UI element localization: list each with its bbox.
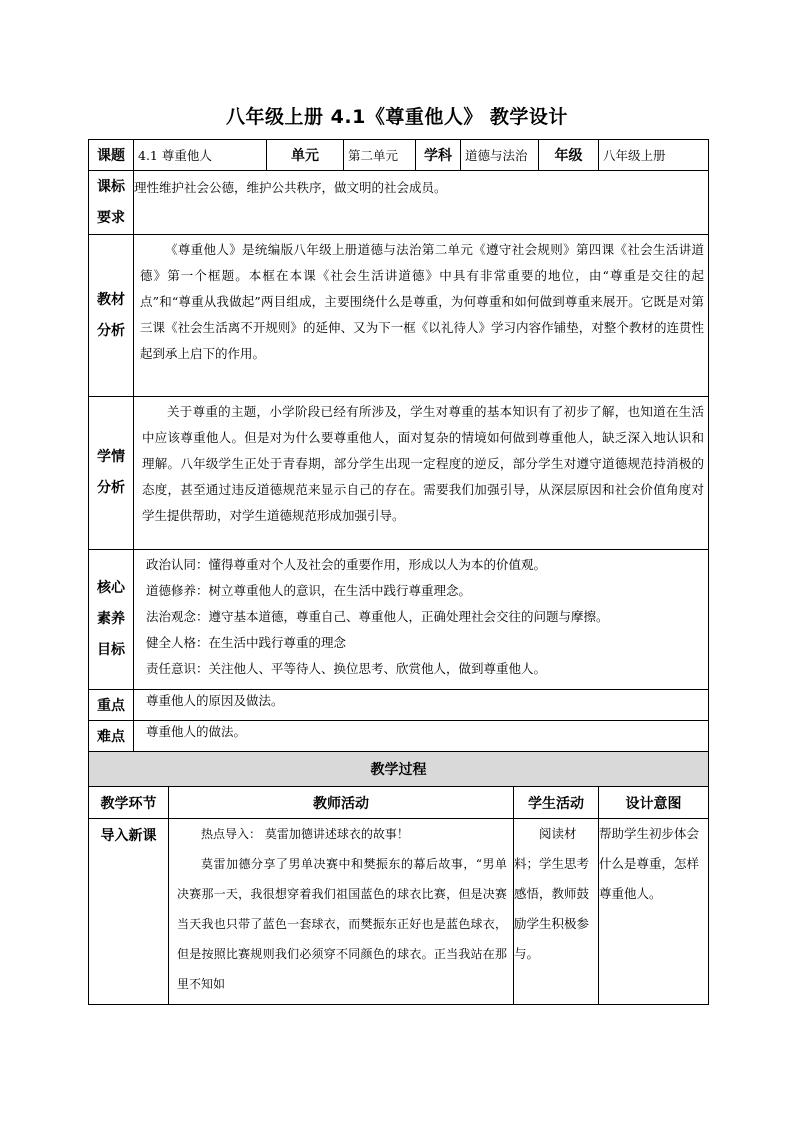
stage-name: 导入新课	[89, 819, 169, 1005]
core-items	[134, 550, 709, 690]
students-text: 关于尊重的主题，小学阶段已经有所涉及，学生对尊重的基本知识有了初步了解，也知道在生活中应该尊重他人。但是对为什么要尊重他人，面对复杂的情境如何做到尊重他人，缺乏深入地认识和理解。八年级学生正处于青春期，部分学生出现一定程度的逆反，部分学生对遵守道德规范持消极的态度，甚至通过违反道德规范来显示自己的存在。需要我们加强引导，从深层原因和社会价值角度对学生提供帮助，对学生道德规范形成加强引导。	[142, 404, 705, 523]
core-label-line1: 核心	[97, 580, 125, 596]
material-text-cell	[134, 235, 709, 397]
student-activity-text: 阅读材料；学生思考感悟，教师鼓励学生积极参与。	[514, 826, 590, 961]
process-heading-row	[89, 752, 709, 787]
process-content-row	[89, 819, 709, 1005]
students-row	[89, 397, 709, 550]
subject-value: 道德与法治	[461, 140, 539, 171]
col-stage: 教学环节	[89, 787, 169, 819]
key-point-cell	[134, 690, 709, 721]
topic-value: 4.1 尊重他人	[134, 140, 267, 171]
lesson-plan-table	[88, 139, 709, 1005]
core-item: 健全人格：在生活中践行尊重的理念	[146, 635, 347, 650]
students-label-line1: 学情	[97, 449, 125, 465]
document-title: 八年级上册 4.1《尊重他人》 教学设计	[226, 106, 568, 128]
students-label-line2: 分析	[97, 480, 125, 496]
col-intent: 设计意图	[599, 787, 709, 819]
students-text-cell	[134, 397, 709, 550]
material-label-line1: 教材	[97, 291, 125, 308]
core-item: 道德修养：树立尊重他人的意识，在生活中践行尊重理念。	[146, 583, 472, 598]
material-row	[89, 235, 709, 397]
grade-label: 年级	[539, 140, 599, 171]
process-columns-row	[89, 787, 709, 819]
core-label-line2: 素养	[97, 611, 125, 627]
standard-label-line1: 课标	[97, 178, 125, 195]
standard-label	[89, 171, 134, 235]
teacher-hot-intro: 热点导入： 莫雷加德讲述球衣的故事！	[201, 827, 409, 841]
core-label	[89, 550, 134, 690]
teacher-activity	[169, 819, 514, 1005]
standard-text: 理性维护社会公德，维护公共秩序，做文明的社会成员。	[134, 180, 447, 195]
col-student: 学生活动	[514, 787, 599, 819]
key-point-row	[89, 690, 709, 721]
key-point-label: 重点	[89, 690, 134, 721]
difficulty-row	[89, 721, 709, 752]
process-heading: 教学过程	[89, 752, 709, 787]
subject-label: 学科	[416, 140, 461, 171]
students-label	[89, 397, 134, 550]
teacher-story: 莫雷加德分享了男单决赛中和樊振东的幕后故事，“男单决赛那一天，我很想穿着我们祖国蓝色的球衣比赛，但是决赛当天我也只带了蓝色一套球衣，而樊振东正好也是蓝色球衣，但是按照比赛规则我们必须穿不同颜色的球衣。正当我站在那里不知如	[177, 857, 508, 991]
unit-value: 第二单元	[344, 140, 416, 171]
topic-label: 课题	[89, 140, 134, 171]
core-item: 政治认同：懂得尊重对个人及社会的重要作用，形成以人为本的价值观。	[146, 557, 547, 572]
design-intent	[599, 819, 709, 1005]
difficulty-label: 难点	[89, 721, 134, 752]
difficulty-text: 尊重他人的做法。	[146, 724, 247, 739]
core-item: 责任意识：关注他人、平等待人、换位思考、欣赏他人，做到尊重他人。	[146, 661, 547, 676]
design-intent-text: 帮助学生初步体会什么是尊重，怎样尊重他人。	[599, 826, 700, 901]
material-label	[89, 235, 134, 397]
standard-label-line2: 要求	[97, 209, 125, 226]
core-label-line3: 目标	[97, 642, 125, 658]
col-teacher: 教师活动	[169, 787, 514, 819]
standard-text-cell	[134, 171, 709, 235]
key-point-text: 尊重他人的原因及做法。	[146, 693, 284, 708]
header-row	[89, 140, 709, 171]
material-text: 《尊重他人》是统编版八年级上册道德与法治第二单元《遵守社会规则》第四课《社会生活讲道德》第一个框题。本框在本课《社会生活讲道德》中具有非常重要的地位，由“尊重是交往的起点”和“尊重从我做起”两目组成，主要围绕什么是尊重，为何尊重和如何做到尊重来展开。它既是对第三课《社会生活离不开规则》的延伸、又为下一框《以礼待人》学习内容作铺垫，对整个教材的连贯性起到承上启下的作用。	[140, 242, 705, 361]
student-activity	[514, 819, 599, 1005]
material-label-line2: 分析	[97, 322, 125, 339]
core-row	[89, 550, 709, 690]
difficulty-cell	[134, 721, 709, 752]
core-item: 法治观念：遵守基本道德，尊重自己、尊重他人，正确处理社会交往的问题与摩擦。	[146, 609, 609, 624]
grade-value: 八年级上册	[599, 140, 709, 171]
standard-row	[89, 171, 709, 235]
unit-label: 单元	[267, 140, 344, 171]
